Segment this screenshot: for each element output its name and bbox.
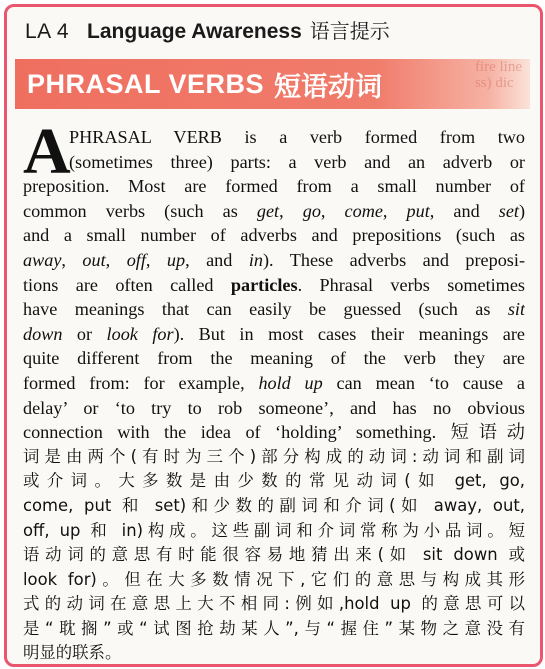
text-segment: , and bbox=[429, 200, 499, 221]
paragraph-line bbox=[23, 273, 525, 298]
paragraph-line bbox=[23, 445, 525, 470]
section-title: Language Awareness bbox=[87, 20, 302, 43]
text-segment: 是“耽搁”或“试图抢劫某人”,与“握住”某物之意没有 bbox=[23, 618, 525, 638]
paragraph-line bbox=[23, 199, 525, 224]
text-segment: set bbox=[498, 200, 519, 221]
text-segment: have meanings that can easily be guessed (such as bbox=[23, 299, 508, 320]
text-segment: (sometimes three) parts: a verb and an adverb or bbox=[69, 151, 525, 172]
language-awareness-box bbox=[4, 4, 543, 667]
text-segment: hold up bbox=[258, 372, 323, 393]
text-segment: away bbox=[23, 249, 62, 270]
text-segment: look for bbox=[106, 323, 174, 344]
text-segment: . Phrasal verbs sometimes bbox=[297, 274, 525, 295]
bleed-through-text: fire line ss) dic bbox=[474, 59, 522, 91]
paragraph-line bbox=[23, 641, 525, 666]
paragraph-line bbox=[23, 150, 525, 175]
text-segment: look for)。但在大多数情况下,它们的意思与构成其形 bbox=[23, 569, 525, 589]
paragraph-line bbox=[23, 543, 525, 568]
text-segment: , bbox=[279, 200, 303, 221]
paragraph-line bbox=[23, 346, 525, 371]
paragraph-line bbox=[23, 494, 525, 519]
text-segment: common verbs (such as bbox=[23, 200, 257, 221]
text-segment: tions are often called bbox=[23, 274, 231, 295]
paragraph-line bbox=[23, 297, 525, 322]
paragraph-line bbox=[23, 371, 525, 396]
paragraph-line bbox=[23, 125, 525, 150]
paragraph-line bbox=[23, 174, 525, 199]
text-segment: out bbox=[82, 249, 106, 270]
paragraph-lines bbox=[23, 115, 525, 666]
paragraph-line bbox=[23, 420, 525, 445]
paragraph-line bbox=[23, 248, 525, 273]
text-segment: can mean ‘to cause a bbox=[322, 372, 525, 393]
text-segment: , bbox=[105, 249, 127, 270]
text-segment: , bbox=[320, 200, 345, 221]
text-segment: preposition. Most are formed from a small number of bbox=[23, 176, 525, 197]
paragraph-line bbox=[23, 519, 525, 544]
text-segment: off, up 和 in)构成。这些副词和介词常称为小品词。短 bbox=[23, 520, 525, 540]
section-title-zh: 语言提示 bbox=[309, 19, 390, 43]
text-segment: in bbox=[248, 249, 263, 270]
text-segment: formed from: for example, bbox=[23, 372, 259, 393]
text-segment: or bbox=[62, 323, 107, 344]
section-code: LA 4 bbox=[25, 20, 70, 43]
text-segment: go bbox=[302, 200, 321, 221]
paragraph-line bbox=[23, 592, 525, 617]
text-segment: PHRASAL VERB is a verb formed from two bbox=[69, 127, 525, 147]
text-segment: 词是由两个(有时为三个)部分构成的动词:动词和副词 bbox=[23, 446, 525, 466]
text-segment: ). But in most cases their meanings are bbox=[173, 323, 525, 344]
text-segment: , bbox=[61, 249, 83, 270]
text-segment: ) bbox=[518, 200, 525, 221]
paragraph-line bbox=[23, 396, 525, 421]
text-segment: , bbox=[145, 249, 167, 270]
text-segment: sit bbox=[507, 299, 525, 320]
text-segment: connection with the idea of ‘holding’ something. 短语动 bbox=[23, 422, 525, 443]
text-segment: 明显的联系。 bbox=[23, 643, 122, 663]
text-segment: and a small number of adverbs and prepositions (such as bbox=[23, 225, 525, 246]
drop-cap: A bbox=[23, 115, 71, 188]
section-header bbox=[25, 15, 390, 44]
text-segment: , bbox=[382, 200, 407, 221]
banner-title: PHRASAL VERBS bbox=[27, 68, 265, 99]
text-segment: put bbox=[406, 200, 430, 221]
text-segment: down bbox=[23, 323, 63, 344]
paragraph-line bbox=[23, 617, 525, 642]
banner-title-zh: 短语动词 bbox=[274, 71, 383, 103]
paragraph-body bbox=[23, 115, 525, 666]
text-segment: ). These adverbs and preposi- bbox=[263, 249, 525, 270]
text-segment: get bbox=[256, 200, 280, 221]
text-segment: come, put 和 set)和少数的副词和介词(如 away, out, bbox=[23, 495, 525, 515]
text-segment: , and bbox=[185, 249, 249, 270]
text-segment: 语动词的意思有时能很容易地猜出来(如 sit down 或 bbox=[23, 545, 525, 565]
paragraph-line bbox=[23, 322, 525, 347]
topic-banner bbox=[15, 59, 530, 109]
text-segment: come bbox=[344, 200, 383, 221]
text-segment: quite different from the meaning of the verb they are bbox=[23, 348, 525, 369]
text-segment: delay’ or ‘to try to rob someone’, and has no obvious bbox=[23, 397, 525, 418]
paragraph-line bbox=[23, 568, 525, 593]
paragraph-line bbox=[23, 223, 525, 248]
text-segment: 或介词。大多数是由少数的常见动词(如 get, go, bbox=[23, 471, 525, 491]
paragraph-line bbox=[23, 469, 525, 494]
text-segment: 式的动词在意思上大不相同:例如,hold up 的意思可以 bbox=[23, 594, 525, 614]
text-segment: particles bbox=[230, 274, 298, 295]
text-segment: up bbox=[166, 249, 186, 270]
text-segment: off bbox=[126, 249, 146, 270]
